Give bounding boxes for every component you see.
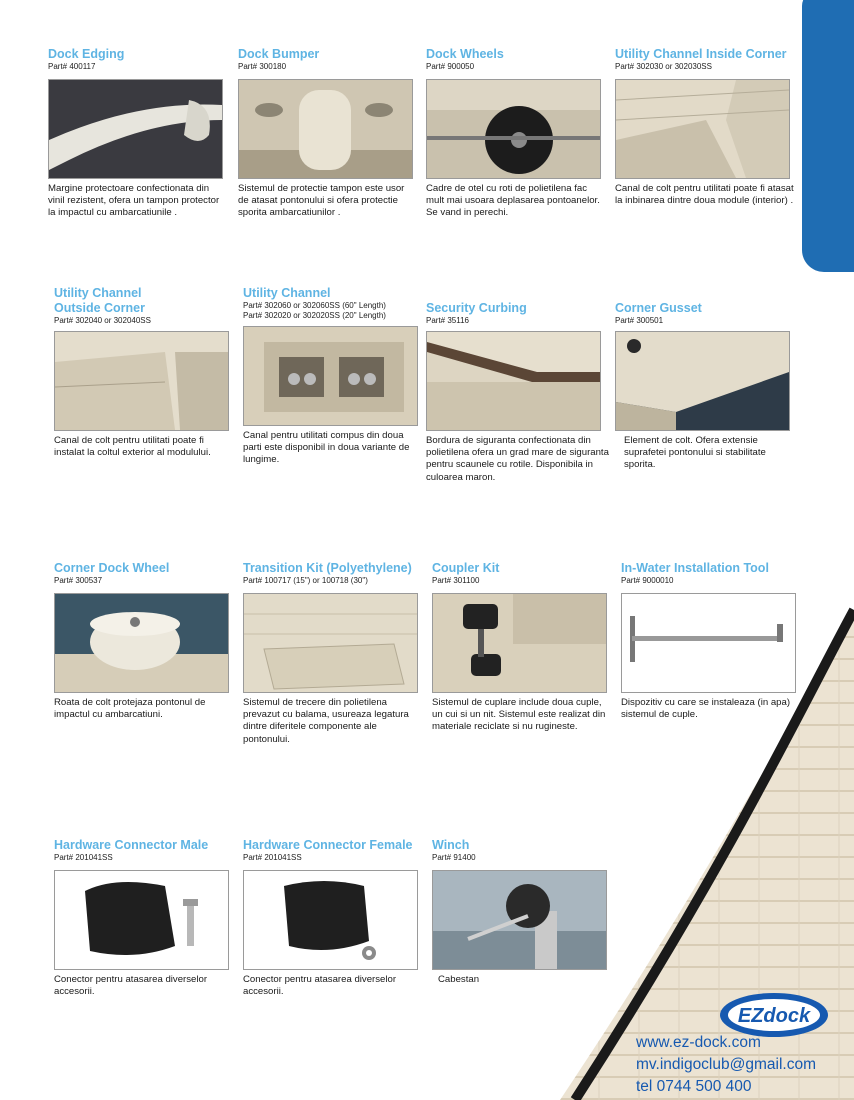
product-dock-wheels <box>426 47 602 220</box>
contact-phone: tel 0744 500 400 <box>636 1078 752 1095</box>
product-part-number: Part# 9000010 <box>621 576 674 585</box>
product-part-number: Part# 400117 <box>48 62 96 71</box>
product-description: Roata de colt protejaza pontonul de impactul cu ambarcatiuni. <box>54 697 206 721</box>
product-part-number: Part# 302040 or 302040SS <box>54 316 151 325</box>
product-transition-kit <box>243 561 425 746</box>
product-title: Dock Bumper <box>238 47 320 61</box>
product-description: Sistemul de protectie tampon este usor de atasat pontonului si ofera protectie sporita ambarcatiunilor . <box>238 183 405 219</box>
product-description: Canal de colt pentru utilitati poate fi instalat la coltul exterior al modulului. <box>54 435 211 459</box>
product-title: Dock Edging <box>48 47 125 61</box>
corner-dock-wheel-photo <box>54 593 229 693</box>
product-part-number: Part# 900050 <box>426 62 475 71</box>
logo-text: EZdock <box>737 1005 811 1027</box>
product-title: Utility Channel Inside Corner <box>615 47 787 61</box>
dock-wheels-photo <box>426 79 601 179</box>
product-description: Conector pentru atasarea diverselor accesorii. <box>54 974 208 998</box>
product-title: Dock Wheels <box>426 47 504 61</box>
product-title: Utility Channel <box>243 286 331 300</box>
contact-email[interactable]: mv.indigoclub@gmail.com <box>636 1056 816 1073</box>
product-description: Margine protectoare confectionata din vinil rezistent, ofera un tampon protector la impactul cu ambarcatiunile . <box>48 183 220 219</box>
product-title: Corner Dock Wheel <box>54 561 170 575</box>
product-description: Canal de colt pentru utilitati poate fi atasat la inbinarea dintre doua module (interior) . <box>615 183 794 207</box>
product-corner-gusset <box>615 301 793 472</box>
product-part-number: Part# 301100 <box>432 576 480 585</box>
product-security-curbing <box>426 301 612 484</box>
dock-edging-photo <box>48 79 223 179</box>
product-coupler-kit <box>432 561 612 734</box>
hardware-connector-male-photo <box>54 870 229 970</box>
product-title: Winch <box>432 838 470 852</box>
hardware-connector-female-photo <box>243 870 418 970</box>
product-dock-bumper <box>238 47 414 220</box>
product-description: Cadre de otel cu roti de polietilena fac mult mai usoara deplasarea pontoanelor. Se vand in perechi. <box>426 183 600 219</box>
utility-channel-photo <box>243 326 418 426</box>
product-dock-edging <box>48 47 226 220</box>
product-part-number: Part# 300537 <box>54 576 103 585</box>
product-part-number: Part# 201041SS <box>243 853 302 862</box>
product-description: Sistemul de cuplare include doua cuple, un cui si un nit. Sistemul este realizat din materiale reciclate si nu rugineste. <box>432 697 606 733</box>
product-part-number: Part# 302060 or 302060SS (60" Length) <box>243 301 386 310</box>
utility-channel-inside-corner-photo <box>615 79 790 179</box>
product-utility-channel-inside-corner <box>615 47 797 207</box>
product-description: Conector pentru atasarea diverselor accesorii. <box>243 974 397 998</box>
product-hardware-connector-male <box>54 838 236 998</box>
product-description: Dispozitiv cu care se instaleaza (in apa) sistemul de cuple. <box>621 697 791 721</box>
product-title: Corner Gusset <box>615 301 702 315</box>
side-tab <box>802 0 854 272</box>
product-description: Sistemul de trecere din polietilena prevazut cu balama, usureaza legatura dintre diferitele componente ale pontonului. <box>243 697 409 745</box>
product-part-number: Part# 100717 (15") or 100718 (30") <box>243 576 368 585</box>
winch-photo <box>432 870 607 970</box>
product-part-number: Part# 201041SS <box>54 853 113 862</box>
utility-channel-outside-corner-photo <box>54 331 229 431</box>
product-utility-channel <box>243 286 423 467</box>
dock-bumper-photo <box>238 79 413 179</box>
product-title: In-Water Installation Tool <box>621 561 769 575</box>
product-title: Security Curbing <box>426 301 527 315</box>
product-hardware-connector-female <box>243 838 429 998</box>
product-part-number: Part# 91400 <box>432 853 476 862</box>
product-description: Bordura de siguranta confectionata din polietilena ofera un grad mare de siguranta pentru scaunele cu rotile. Disponibila in culoarea maron. <box>426 435 609 483</box>
product-part-number: Part# 300180 <box>238 62 287 71</box>
in-water-installation-tool-photo <box>621 593 796 693</box>
product-description: Cabestan <box>438 974 480 985</box>
product-part-number: Part# 302030 or 302030SS <box>615 62 712 71</box>
transition-kit-photo <box>243 593 418 693</box>
product-title: Hardware Connector Female <box>243 838 413 852</box>
product-title: Hardware Connector Male <box>54 838 209 852</box>
security-curbing-photo <box>426 331 601 431</box>
product-part-number-2: Part# 302020 or 302020SS (20" Length) <box>243 311 386 320</box>
product-description: Canal pentru utilitati compus din doua parti este disponibil in doua variante de lungime. <box>243 430 410 466</box>
product-title: Transition Kit (Polyethylene) <box>243 561 412 575</box>
product-description: Element de colt. Ofera extensie suprafetei pontonului si stabilitate sporita. <box>624 435 766 471</box>
contact-website[interactable]: www.ez-dock.com <box>636 1034 761 1051</box>
product-utility-channel-outside-corner <box>54 286 232 459</box>
product-title: Utility Channel <box>54 286 142 300</box>
product-corner-dock-wheel <box>54 561 232 721</box>
product-in-water-installation-tool <box>621 561 799 721</box>
product-part-number: Part# 300501 <box>615 316 664 325</box>
product-title: Coupler Kit <box>432 561 500 575</box>
product-title-line-2: Outside Corner <box>54 301 145 315</box>
corner-gusset-photo <box>615 331 790 431</box>
coupler-kit-photo <box>432 593 607 693</box>
product-winch <box>432 838 610 986</box>
product-part-number: Part# 35116 <box>426 316 469 325</box>
